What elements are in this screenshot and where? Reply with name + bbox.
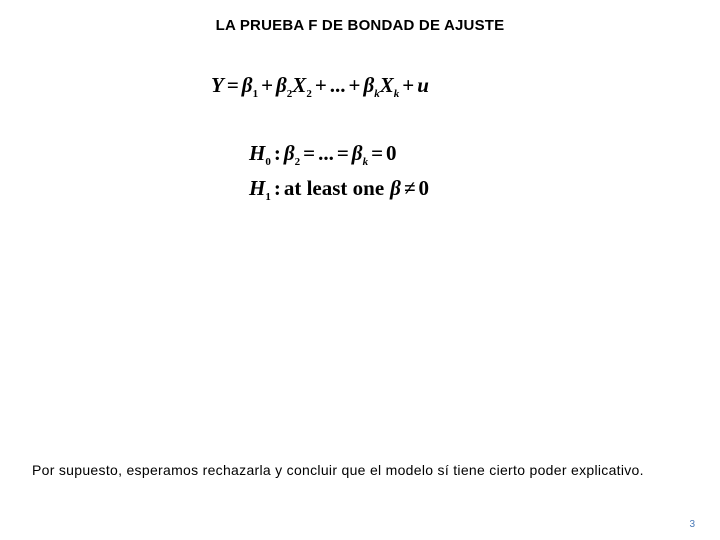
subscript: 2 [294,156,301,168]
hypothesis-text: at least one [283,176,385,200]
plus-sign: + [261,73,274,97]
error-term: u [417,73,429,97]
colon: : [273,141,281,165]
subscript: k [393,88,400,100]
zero: 0 [386,141,397,165]
page-number: 3 [689,519,695,530]
equals-sign: = [371,141,384,165]
zero: 0 [418,176,429,200]
plus-sign: + [314,73,327,97]
not-equal-sign: ≠ [403,176,416,200]
plus-sign: + [402,73,415,97]
alternative-hypothesis [249,176,429,203]
slide-title: LA PRUEBA F DE BONDAD DE AJUSTE [215,17,505,34]
equals-sign: = [336,141,349,165]
ellipsis: ... [318,141,334,165]
regression-equation [211,73,429,100]
equals-sign: = [303,141,316,165]
subscript: 1 [252,88,259,100]
equals-sign: = [226,73,239,97]
null-hypothesis [249,141,397,168]
plus-sign: + [348,73,361,97]
subscript: 0 [265,156,271,168]
hypothesis-symbol: H [249,176,266,200]
regressor-variable: X [292,73,307,97]
subscript: 2 [306,88,312,100]
beta-symbol: β [276,73,287,97]
explanation-text: Por supuesto, esperamos rechazarla y concluir que el modelo sí tiene cierto poder explicativo. [32,462,644,478]
dependent-variable: Y [211,73,224,97]
subscript: k [374,88,380,100]
subscript: 2 [286,88,293,100]
beta-symbol: β [351,141,363,165]
beta-symbol: β [283,141,295,165]
hypothesis-symbol: H [249,141,266,165]
colon: : [273,176,281,200]
subscript: k [362,156,369,168]
ellipsis: ... [329,73,346,97]
beta-symbol: β [363,73,375,97]
regressor-variable: X [379,73,394,97]
subscript: 1 [265,191,271,203]
beta-symbol: β [390,176,401,200]
beta-symbol: β [241,73,253,97]
